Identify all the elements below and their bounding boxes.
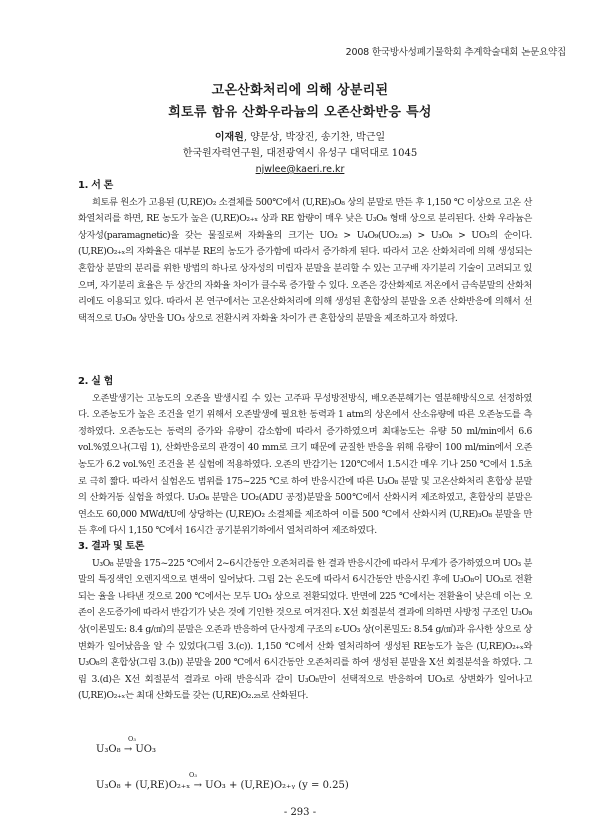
- equation-2: [96, 771, 349, 791]
- title-block: [0, 80, 600, 124]
- co-authors: , 양문상, 박장진, 송기찬, 박근일: [243, 132, 386, 143]
- conference-header: 2008 한국방사성폐기물학회 추계학술대회 논문요약집: [345, 47, 566, 58]
- equation-1-text: U₃O₈ → UO₃: [96, 744, 157, 755]
- section-heading: 3. 결과 및 토론: [78, 541, 145, 552]
- section-introduction: [78, 178, 532, 327]
- section-heading: 2. 실 험: [78, 376, 113, 387]
- equation-2-text: U₃O₈ + (U,RE)O₂₊ₓ → UO₃ + (U,RE)O₂₊ᵧ (y = 0.25): [96, 780, 349, 791]
- section-paragraph: U₃O₈ 분말을 175~225 ℃에서 2~6시간동안 오존처리를 한 결과 반응시간에 따라서 무게가 증가하였으며 UO₃ 분말의 특징색인 오렌지색으로 변색이 일어났다. 그림 2는 온도에 따라서 6시간동안 반응시킨 후에 U₃O₈이 UO₃로 전환되는 율을 나타낸 것으로 200 ℃에서는 모두 UO₃ 상으로 전환되었다. 반면에 225 ℃에서는 전환율이 낮은데 이는 오존이 온도증가에 따라서 반감기가 낮은 것에 기인한 것으로 여겨진다. X선 회절분석 결과에 의하면 사방정 구조인 U₃O₈ 상(이론밀도: 8.4 g/㎤)의 분말은 오존과 반응하여 단사정계 구조의 ε-UO₃ 상(이론밀도: 8.54 g/㎤)과 유사한 상으로 상변화가 일어났음을 알 수 있었다(그림 3.(c)). 1,150 ℃에서 산화 열처리하여 생성된 RE농도가 높은 (U,RE)O₂₊ₓ와 U₃O₈의 혼합상(그림 3.(b)) 분말을 200 ℃에서 6시간동안 오존처리를 하여 생성된 분말을 X선 회절분석을 하였다. 그림 3.(d)은 X선 회절분석 결과로 아래 반응식과 같이 U₃O₈만이 선택적으로 반응하여 UO₃로 상변화가 일어나고 (U,RE)O₂₊ₓ는 최대 산화도를 갖는 (U,RE)O₂.₂₅로 산화된다.: [78, 557, 532, 702]
- section-results: [78, 539, 532, 705]
- affiliation: 한국원자력연구원, 대전광역시 유성구 대덕대로 1045: [182, 148, 418, 159]
- section-experiment: [78, 374, 532, 540]
- author-block: [0, 130, 600, 178]
- title-line-1: 고온산화처리에 의해 상분리된: [211, 83, 389, 98]
- title-line-2: 희토류 함유 산화우라늄의 오존산화반응 특성: [168, 105, 432, 120]
- page-number: - 293 -: [283, 807, 317, 818]
- first-author: 이재원: [214, 132, 244, 143]
- section-heading: 1. 서 론: [78, 180, 113, 191]
- section-paragraph: 오존발생기는 고농도의 오존을 발생시킬 수 있는 고주파 무성방전방식, 배오존분해기는 열분해방식으로 선정하였다. 오존농도가 높은 조건을 얻기 위해서 오존발생에 필요한 동력과 1 atm의 상온에서 산소유량에 따른 오존농도를 측정하였다. 오존농도는 동력의 증가와 유량이 감소함에 따라서 증가하였으며 최대농도는 유량 50 ml/min에서 6.6 vol.%였으나(그림 1), 산화반응로의 관경이 40 mm로 크기 때문에 균질한 반응을 위해 유량이 100 ml/min에서 오존농도가 6.2 vol.%인 조건을 본 실험에 적용하였다. 오존의 반감기는 120℃에서 1.5시간 매우 기나 250 ℃에서 1.5초로 극히 짧다. 따라서 실험온도 범위를 175~225 ℃로 하여 반응시간에 따른 U₃O₈ 분말 및 고온산화처리 혼합상 분말의 산화거동 실험을 하였다. U₃O₈ 분말은 UO₂(ADU 공정)분말을 500℃에서 산화시켜 제조하였고, 혼합상의 분말은 연소도 60,000 MWd/tU에 상당하는 (U,RE)O₂ 소결체를 제조하여 이를 500 ℃에서 산화시켜 (U,RE)₃O₈ 분말을 만든 후에 다시 1,150 ℃에서 16시간 공기분위기하에서 열처리하여 제조하였다.: [78, 392, 532, 537]
- author-list: [0, 130, 600, 146]
- section-paragraph: 희토류 원소가 고용된 (U,RE)O₂ 소결체를 500℃에서 (U,RE)₃O₈ 상의 분말로 만든 후 1,150 ℃ 이상으로 고온 산화열처리를 하면, RE 농도가 높은 (U,RE)O₂₊ₓ 상과 RE 함량이 매우 낮은 U₃O₈ 형태 상으로 분리된다. 산화 우라늄은 상자성(paramagnetic)을 갖는 물질로써 자화율의 크기는 UO₂ > U₄O₉(UO₂.₂₅) > U₃O₈ > UO₃의 순이다. (U,RE)O₂₊ₓ의 자화율은 대부분 RE의 농도가 증가함에 따라서 증가하게 된다. 따라서 고온 산화처리에 의해 생성되는 혼합상 분말의 분리를 위한 방법의 하나로 상자성의 미립자 분말을 분리할 수 있는 고구배 자기분리 기술이 고려되고 있으며, 자기분리 효율은 두 상간의 자화율 차이가 클수록 증가할 수 있다. 오존은 강산화제로 저온에서 금속분말의 산화처리에도 이용되고 있다. 따라서 본 연구에서는 고온산화처리에 의해 생성된 혼합상의 분말을 오존 산화반응에 의해서 선택적으로 U₃O₈ 상만을 UO₃ 상으로 전환시켜 자화율 차이가 큰 혼합상의 분말을 제조하고자 하였다.: [78, 196, 532, 324]
- equation-2-oxidant: O₃: [189, 771, 197, 779]
- equation-1-oxidant: O₃: [128, 735, 136, 743]
- equation-1: [96, 735, 157, 755]
- email-link[interactable]: njwlee@kaeri.re.kr: [255, 164, 345, 175]
